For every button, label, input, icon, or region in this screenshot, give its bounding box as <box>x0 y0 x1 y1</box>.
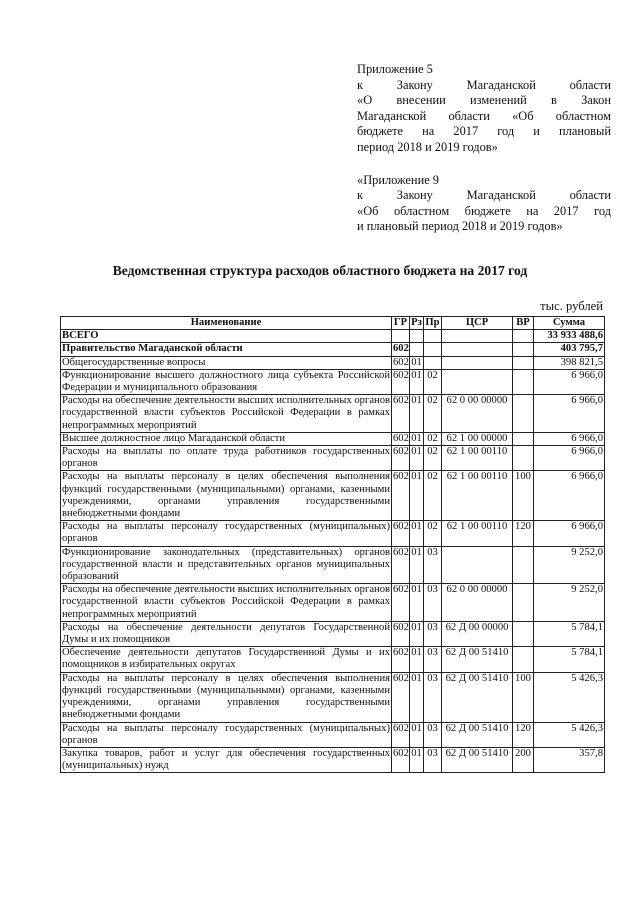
cell-pr <box>424 356 442 369</box>
header-gr: ГР <box>392 317 410 330</box>
header-name: Наименование <box>61 317 392 330</box>
cell-pr <box>424 330 442 343</box>
cell-name: Функционирование законодательных (представительных) органов государственной власти и представительных органов муниципальных образований <box>62 546 390 583</box>
header-pr: Пр <box>425 317 440 328</box>
cell-name: Закупка товаров, работ и услуг для обеспечения государственных (муниципальных) нужд <box>62 747 390 772</box>
cell-csr <box>442 330 513 343</box>
cell-sum: 5 784,1 <box>534 621 605 646</box>
cell-name: Расходы на выплаты персоналу в целях обеспечения выполнения функций государственными (муниципальными) органами, казенными учреждениями, органами управления государственными внебюджетными фондами <box>62 672 390 721</box>
cell-vr <box>513 343 534 356</box>
cell-rz: 01 <box>410 369 424 394</box>
cell-rz: 01 <box>410 621 424 646</box>
cell-sum: 6 966,0 <box>534 446 605 471</box>
cell-pr: 03 <box>424 546 442 584</box>
cell-rz: 01 <box>410 471 424 521</box>
cell-sum: 6 966,0 <box>534 521 605 546</box>
cell-sum: 6 966,0 <box>534 395 605 433</box>
cell-rz <box>410 343 424 356</box>
appendix-line: и плановый период 2018 и 2019 годов» <box>357 219 563 234</box>
cell-vr <box>513 395 534 433</box>
cell-csr: 62 0 00 00000 <box>442 395 513 433</box>
cell-vr <box>513 369 534 394</box>
appendix-line: период 2018 и 2019 годов» <box>357 139 498 154</box>
cell-pr: 02 <box>424 395 442 433</box>
cell-csr: 62 Д 00 51410 <box>442 722 513 747</box>
cell-rz: 01 <box>411 432 422 444</box>
cell-vr <box>513 356 534 369</box>
table-header-row <box>61 317 605 330</box>
cell-rz: 01 <box>410 546 424 584</box>
table-row <box>61 446 605 471</box>
appendix-title: Приложение 5 <box>357 62 433 76</box>
cell-name: ВСЕГО <box>61 330 392 343</box>
cell-vr <box>513 330 534 343</box>
appendix-header <box>357 62 611 235</box>
cell-sum: 33 933 488,6 <box>534 330 605 343</box>
appendix-line: Магаданской области «Об областном <box>357 108 611 123</box>
cell-sum: 9 252,0 <box>534 546 605 584</box>
table-row <box>61 330 605 343</box>
cell-pr: 03 <box>424 584 442 622</box>
cell-vr <box>513 432 534 445</box>
cell-rz: 01 <box>410 521 424 546</box>
table-row <box>61 647 605 672</box>
cell-pr: 03 <box>424 722 442 747</box>
table-row <box>61 722 605 747</box>
cell-gr: 602 <box>393 356 409 368</box>
cell-csr: 62 1 00 00110 <box>442 521 513 546</box>
cell-name: Высшее должностное лицо Магаданской области <box>61 432 392 445</box>
table-row <box>61 672 605 722</box>
cell-gr: 602 <box>392 521 410 546</box>
cell-name: Расходы на выплаты по оплате труда работников государственных органов <box>62 446 390 470</box>
cell-csr: 62 1 00 00110 <box>442 471 513 521</box>
cell-pr <box>424 343 442 356</box>
cell-sum: 398 821,5 <box>534 356 605 369</box>
cell-rz: 01 <box>410 647 424 672</box>
cell-csr <box>442 369 513 394</box>
units-label: тыс. рублей <box>540 299 603 313</box>
cell-csr <box>442 343 513 356</box>
header-rz: Рз <box>411 317 422 328</box>
cell-rz: 01 <box>410 672 424 722</box>
cell-sum: 5 784,1 <box>534 647 605 672</box>
budget-table-body <box>61 330 605 773</box>
cell-gr: 602 <box>392 621 410 646</box>
cell-vr <box>513 446 534 471</box>
cell-vr <box>513 647 534 672</box>
cell-sum: 357,8 <box>534 747 605 772</box>
cell-name: Обеспечение деятельности депутатов Государственной Думы и их помощников в избирательных округах <box>62 647 390 671</box>
cell-csr <box>442 546 513 584</box>
cell-vr <box>513 621 534 646</box>
cell-name: Расходы на обеспечение деятельности депутатов Государственной Думы и их помощников <box>62 621 390 646</box>
cell-sum: 9 252,0 <box>534 584 605 622</box>
table-row <box>61 356 605 369</box>
table-row <box>61 471 605 521</box>
cell-vr <box>513 584 534 622</box>
cell-vr: 100 <box>513 471 534 521</box>
cell-name: Расходы на выплаты персоналу в целях обеспечения выполнения функций государственными (муниципальными) органами, казенными учреждениями, органами управления государственными внебюджетными фондами <box>62 471 390 520</box>
table-row <box>61 521 605 546</box>
cell-name: Функционирование высшего должностного лица субъекта Российской Федерации и муниципального образования <box>62 369 390 394</box>
table-row <box>61 584 605 622</box>
cell-pr: 02 <box>424 521 442 546</box>
cell-pr: 03 <box>424 621 442 646</box>
cell-pr: 03 <box>424 747 442 772</box>
cell-rz: 01 <box>410 584 424 622</box>
budget-table <box>60 316 605 773</box>
cell-sum: 6 966,0 <box>534 432 605 445</box>
table-row <box>61 747 605 772</box>
appendix-line: «Об областном бюджете на 2017 год <box>357 203 611 218</box>
cell-sum: 6 966,0 <box>534 369 605 394</box>
cell-name: Расходы на обеспечение деятельности высших исполнительных органов государственной власти субъектов Российской Федерации в рамках непрограммных мероприятий <box>62 395 390 431</box>
document-title: Ведомственная структура расходов областного бюджета на 2017 год <box>112 263 528 278</box>
cell-gr: 602 <box>392 647 410 672</box>
cell-gr: 602 <box>392 471 410 521</box>
cell-vr <box>513 546 534 584</box>
cell-pr: 02 <box>424 369 442 394</box>
cell-csr: 62 Д 00 51410 <box>442 672 513 722</box>
cell-pr: 03 <box>424 647 442 672</box>
cell-sum: 5 426,3 <box>534 722 605 747</box>
appendix-line: бюджете на 2017 год и плановый <box>357 124 611 139</box>
cell-gr: 602 <box>392 584 410 622</box>
cell-csr: 62 Д 00 00000 <box>442 621 513 646</box>
header-sum: Сумма <box>534 317 605 330</box>
cell-vr: 200 <box>513 747 534 772</box>
header-vr: ВР <box>513 317 534 330</box>
cell-gr: 602 <box>392 546 410 584</box>
cell-sum: 403 795,7 <box>534 343 605 356</box>
table-row <box>61 432 605 445</box>
cell-csr: 62 0 00 00000 <box>442 584 513 622</box>
cell-rz: 01 <box>410 747 424 772</box>
cell-name: Расходы на обеспечение деятельности высших исполнительных органов государственной власти субъектов Российской Федерации в рамках непрограммных мероприятий <box>62 584 390 620</box>
cell-gr <box>392 330 410 343</box>
cell-vr: 120 <box>513 521 534 546</box>
cell-csr: 62 Д 00 51410 <box>442 647 513 672</box>
cell-name: Правительство Магаданской области <box>61 343 392 356</box>
table-row <box>61 369 605 394</box>
cell-name: Расходы на выплаты персоналу государственных (муниципальных) органов <box>62 521 390 545</box>
cell-csr: 62 Д 00 51410 <box>442 747 513 772</box>
cell-pr: 02 <box>424 446 442 471</box>
appendix-line: «О внесении изменений в Закон <box>357 93 611 108</box>
cell-gr: 602 <box>392 747 410 772</box>
table-row <box>61 343 605 356</box>
cell-rz: 01 <box>411 356 422 368</box>
header-csr: ЦСР <box>442 317 513 330</box>
cell-csr: 62 1 00 00000 <box>442 432 513 445</box>
cell-gr: 602 <box>392 369 410 394</box>
cell-csr <box>442 356 513 369</box>
cell-gr: 602 <box>392 446 410 471</box>
table-row <box>61 395 605 433</box>
cell-vr: 120 <box>513 722 534 747</box>
cell-rz <box>410 330 424 343</box>
cell-vr: 100 <box>513 672 534 722</box>
cell-sum: 5 426,3 <box>534 672 605 722</box>
cell-name: Расходы на выплаты персоналу государственных (муниципальных) органов <box>62 722 390 746</box>
table-row <box>61 546 605 584</box>
cell-gr: 602 <box>393 343 409 355</box>
appendix-title-2: «Приложение 9 <box>357 172 439 187</box>
cell-gr: 602 <box>392 672 410 722</box>
cell-rz: 01 <box>410 446 424 471</box>
cell-sum: 6 966,0 <box>534 471 605 521</box>
cell-pr: 02 <box>424 432 442 445</box>
cell-gr: 602 <box>392 722 410 747</box>
cell-rz: 01 <box>410 395 424 433</box>
table-row <box>61 621 605 646</box>
cell-pr: 02 <box>424 471 442 521</box>
appendix-line: к Закону Магаданской области <box>357 188 611 203</box>
appendix-line: к Закону Магаданской области <box>357 77 611 92</box>
cell-rz: 01 <box>410 722 424 747</box>
cell-name: Общегосударственные вопросы <box>61 356 392 369</box>
cell-gr: 602 <box>393 432 409 444</box>
cell-csr: 62 1 00 00110 <box>442 446 513 471</box>
cell-pr: 03 <box>424 672 442 722</box>
cell-gr: 602 <box>392 395 410 433</box>
